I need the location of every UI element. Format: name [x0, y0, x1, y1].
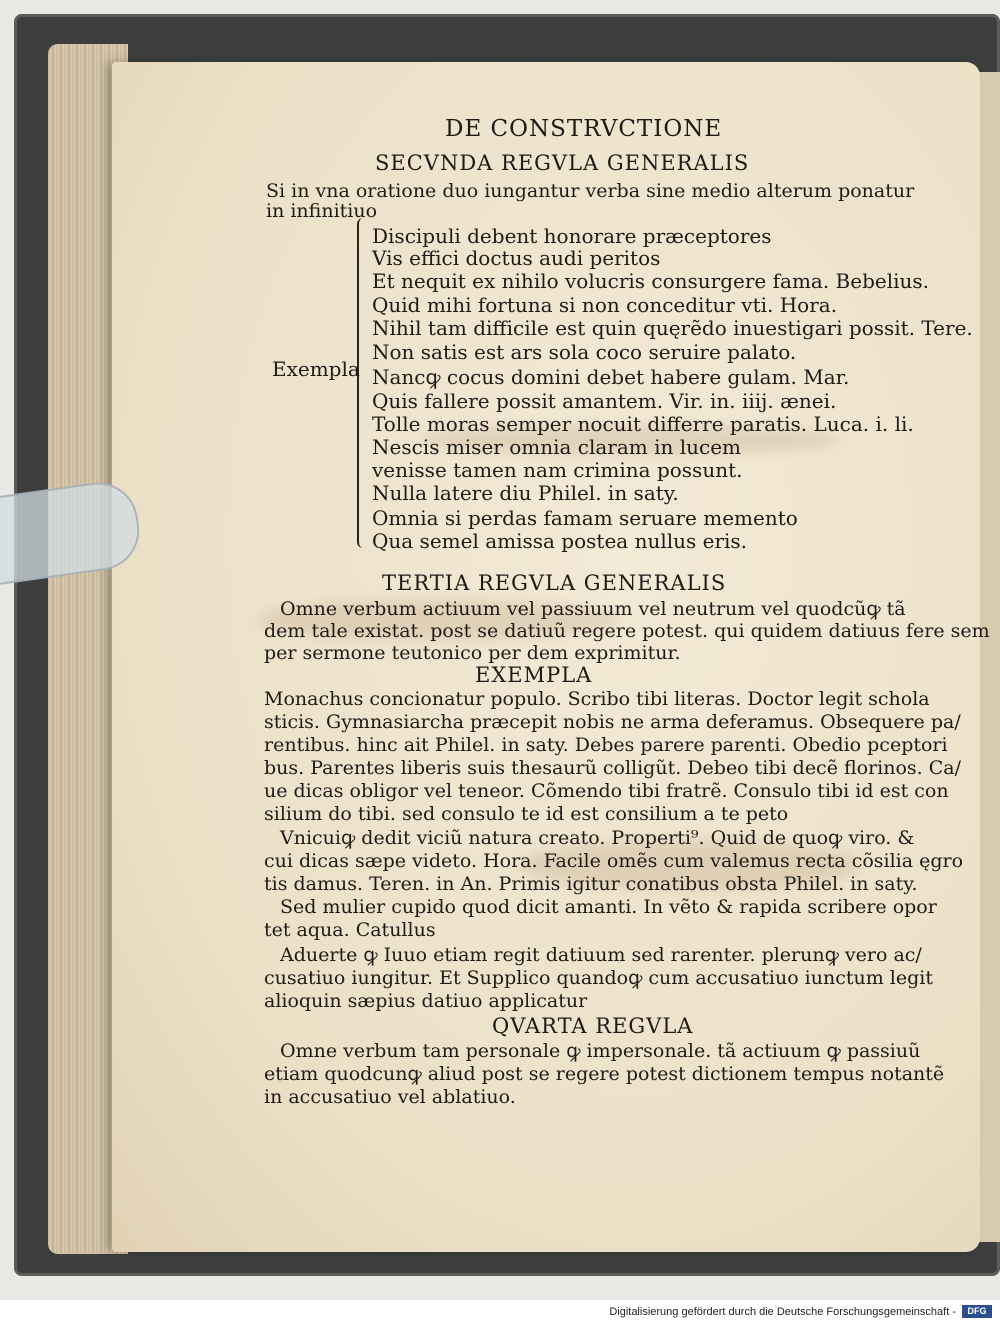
rule-line: per sermone teutonico per dem exprimitur. [264, 642, 681, 664]
example-line: Tolle moras semper nocuit differre paratis. Luca. i. li. [372, 412, 914, 436]
dfg-logo: DFG [962, 1305, 992, 1318]
body-line: ue dicas obligor vel teneor. Cõmendo tibi fratrẽ. Consulo tibi id est con [264, 780, 949, 802]
example-line: Quid mihi fortuna si non conceditur vti. Hora. [372, 293, 838, 317]
body-line: rentibus. hinc ait Philel. in saty. Debes parere parenti. Obedio pceptori [264, 734, 948, 756]
rule-line: Si in vna oratione duo iungantur verba sine medio alterum ponatur [266, 180, 915, 202]
example-line: Discipuli debent honorare præceptores [372, 224, 772, 248]
body-line: Vnicuiꝙ dedit viciũ natura creato. Properti⁹. Quid de quoꝙ viro. & [280, 827, 915, 849]
example-line: Nulla latere diu Philel. in saty. [372, 481, 679, 505]
rule-line: Omne verbum actiuum vel passiuum vel neutrum vel quodcũꝙ tã [280, 598, 906, 620]
body-line: tis damus. Teren. in An. Primis igitur conatibus obsta Philel. in saty. [264, 873, 918, 895]
section-heading: SECVNDA REGVLA GENERALIS [375, 151, 750, 175]
page-title: DE CONSTRVCTIONE [445, 116, 723, 142]
body-line: bus. Parentes liberis suis thesaurũ colligũt. Debeo tibi decẽ florinos. Ca/ [264, 757, 962, 779]
body-line: cui dicas sæpe videto. Hora. Facile omẽs cum valemus recta cõsilia ęgro [264, 850, 964, 872]
body-line: cusatiuo iungitur. Et Supplico quandoꝙ cum accusatiuo iunctum legit [264, 967, 933, 989]
example-line: Nancꝙ cocus domini debet habere gulam. Mar. [372, 365, 850, 389]
example-line: Qua semel amissa postea nullus eris. [372, 529, 748, 553]
section-heading: TERTIA REGVLA GENERALIS [382, 571, 727, 595]
example-line: venisse tamen nam crimina possunt. [372, 458, 743, 482]
body-line: tet aqua. Catullus [264, 919, 436, 941]
example-line: Quis fallere possit amantem. Vir. in. iiij. ænei. [372, 389, 837, 413]
body-line: Monachus concionatur populo. Scribo tibi literas. Doctor legit schola [264, 688, 930, 710]
example-line: Et nequit ex nihilo volucris consurgere fama. Bebelius. [372, 269, 930, 293]
example-brace [357, 218, 369, 548]
example-line: Vis effici doctus audi peritos [372, 246, 661, 270]
footer-credit: Digitalisierung gefördert durch die Deutsche Forschungsgemeinschaft - [609, 1306, 956, 1318]
rule-line: in infinitiuo [266, 200, 378, 222]
body-line: Sed mulier cupido quod dicit amanti. In vẽto & rapida scribere opor [280, 896, 937, 918]
example-line: Omnia si perdas famam seruare memento [372, 506, 798, 530]
exempla-heading: EXEMPLA [475, 663, 593, 687]
body-line: alioquin sæpius datiuo applicatur [264, 990, 588, 1012]
rule-line: in accusatiuo vel ablatiuo. [264, 1086, 516, 1108]
body-line: Aduerte ꝙ Iuuo etiam regit datiuum sed rarenter. plerunꝙ vero ac/ [280, 944, 922, 966]
section-heading: QVARTA REGVLA [492, 1014, 694, 1038]
example-line: Nescis miser omnia claram in lucem [372, 435, 742, 459]
body-line: silium do tibi. sed consulo te id est consilium a te peto [264, 803, 789, 825]
body-line: sticis. Gymnasiarcha præcepit nobis ne arma deferamus. Obsequere pa/ [264, 711, 961, 733]
example-line: Non satis est ars sola coco seruire palato. [372, 340, 797, 364]
exempla-label: Exempla [272, 357, 360, 381]
rule-line: dem tale existat. post se datiuũ regere potest. qui quidem datiuus fere sem [264, 620, 990, 642]
rule-line: etiam quodcunꝙ aliud post se regere potest dictionem tempus notantẽ [264, 1063, 945, 1085]
example-line: Nihil tam difficile est quin quęrẽdo inuestigari possit. Tere. [372, 316, 973, 340]
rule-line: Omne verbum tam personale ꝙ impersonale. tã actiuum ꝙ passiuũ [280, 1040, 921, 1062]
